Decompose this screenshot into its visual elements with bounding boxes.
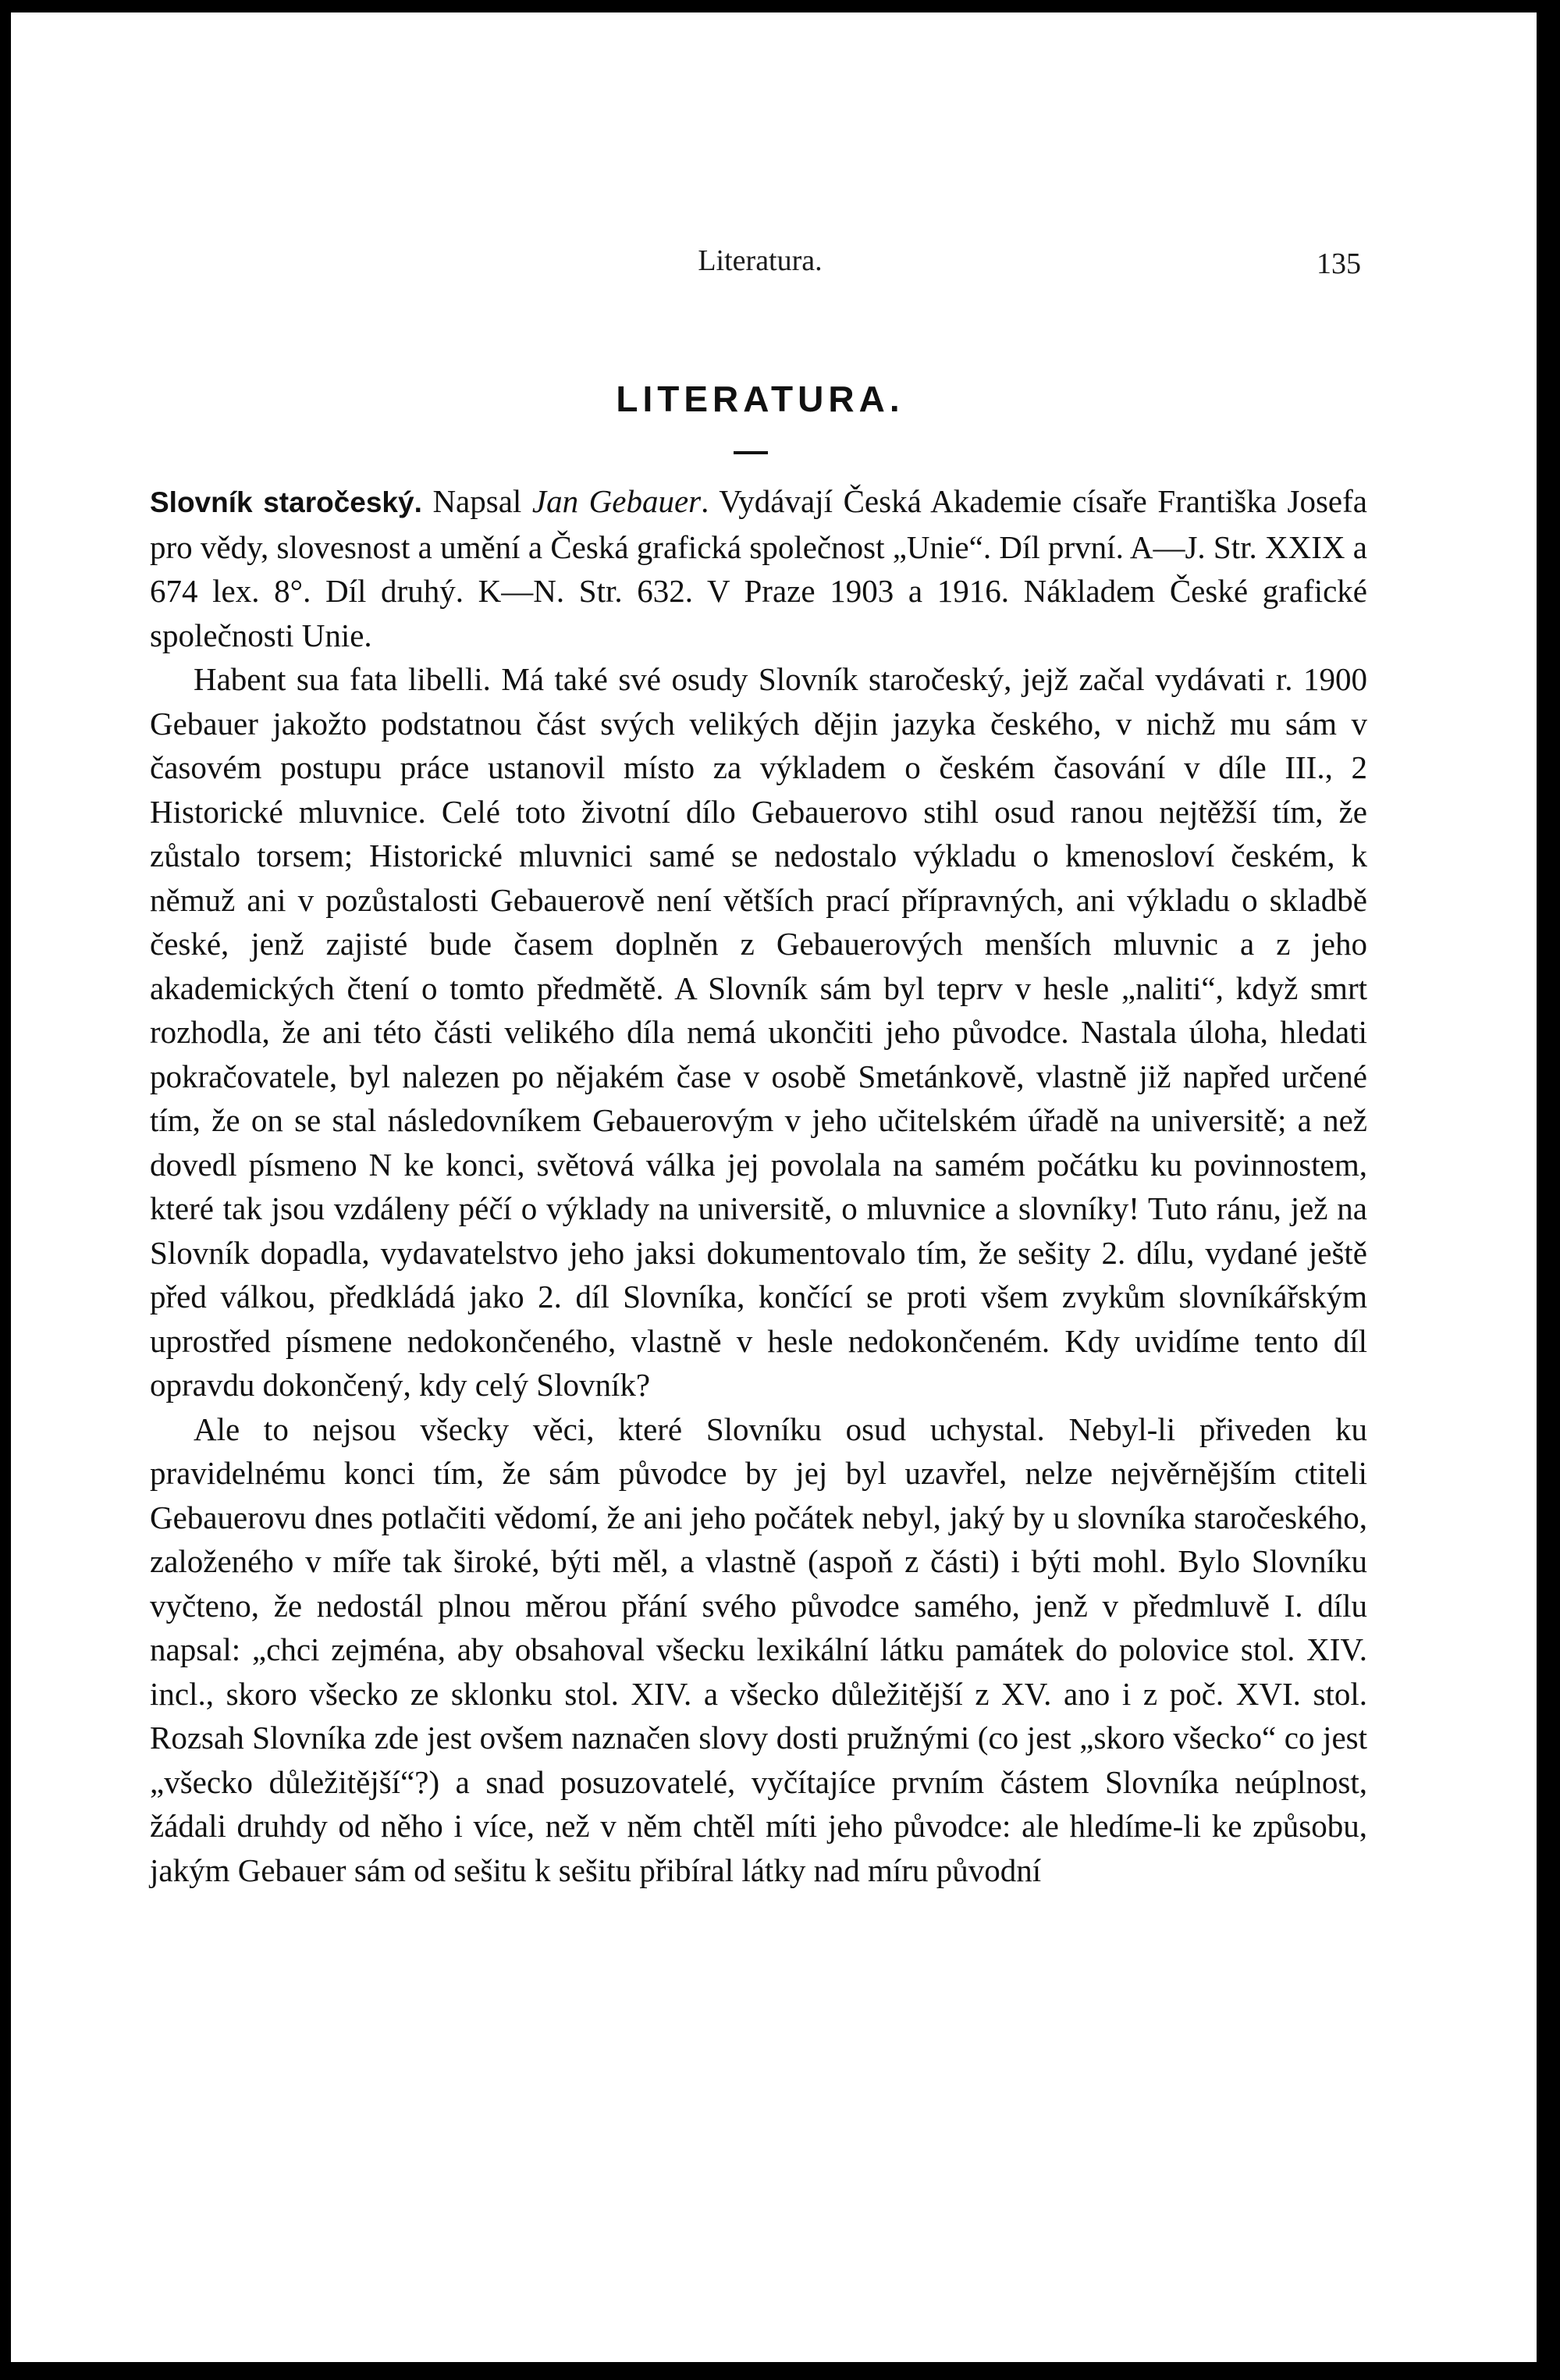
author-prefix: Napsal [421,483,532,519]
article-body [150,479,1367,1892]
paragraph: Habent sua fata libelli. Má také své osudy Slovník staročeský, jejž začal vydávati r. 1900 Gebauer jakožto podstatnou část svých velikých dějin jazyka českého, v nichž mu sám v časovém postupu práce ustanovil místo za výkladem o českém časování v díle III., 2 Historické mluvnice. Celé toto životní dílo Gebauerovo stihl osud ranou nejtěžší tím, že zůstalo torsem; Historické mluvnici samé se nedostalo výkladu o kmenosloví českém, k němuž ani v pozůstalosti Gebauerově není větších prací přípravných, ani výkladu o skladbě české, jenž zajisté bude časem doplněn z Gebauerových menších mluvnic a z jeho akademických čtení o tomto předmětě. A Slovník sám byl teprv v hesle „naliti“, když smrt rozhodla, že ani této části velikého díla nemá ukončiti jeho původce. Nastala úloha, hledati pokračovatele, byl nalezen po nějakém čase v osobě Smetánkově, vlastně již napřed určené tím, že on se stal následovníkem Gebauerovým v jeho učitelském úřadě na universitě; a než dovedl písmeno N ke konci, světová válka jej povolala na samém počátku ku povinnostem, které tak jsou vzdáleny péčí o výklady na universitě, o mluvnice a slovníky! Tuto ránu, jež na Slovník dopadla, vydavatelstvo jeho jaksi dokumentovalo tím, že sešity 2. dílu, vydané ještě před válkou, předkládá jako 2. díl Slovníka, končící se proti všem zvykům slovníkářským uprostřed písmene nedokončeného, vlastně v hesle nedokončeném. Kdy uvidíme tento díl opravdu dokončený, kdy celý Slovník? [150,661,1367,1403]
running-title: Literatura. [698,244,823,277]
author-name: Jan Gebauer [531,483,702,519]
section-title: LITERATURA. [616,379,904,419]
title-rule [734,451,768,454]
paragraph: Ale to nejsou všecky věci, které Slovníku osud uchystal. Nebyl-li přiveden ku pravidelnému konci tím, že sám původce by jej byl uzavřel, nelze nejvěrnějším ctiteli Gebauerovu dnes potlačiti vědomí, že ani jeho počátek nebyl, jaký by u slovníka staročeského, založeného v míře tak široké, býti měl, a vlastně (aspoň z části) i býti mohl. Bylo Slovníku vyčteno, že nedostál plnou měrou přání svého původce samého, jenž v předmluvě I. dílu napsal: „chci zejména, aby obsahoval všecku lexikální látku památek do polovice stol. XIV. incl., skoro všecko ze sklonku stol. XIV. a všecko důležitější z XV. ano i z poč. XVI. stol. Rozsah Slovníka zde jest ovšem naznačen slovy dosti pružnými (co jest „skoro všecko“ co jest „všecko důležitější“?) a snad posuzovatelé, vyčítajíce prvním částem Slovníka neúplnost, žádali druhdy od něho i více, než v něm chtěl míti jeho původce: ale hledíme-li ke způsobu, jakým Gebauer sám od sešitu k sešitu přibíral látky nad míru původní [150,1411,1367,1888]
publication-details: . Vydávají Česká Akademie císaře Františka Josefa pro vědy, slovesnost a umění a Česká grafická společnost „Unie“. Díl první. A—J. Str. XXIX a 674 lex. 8°. Díl druhý. K—N. Str. 632. V Praze 1903 a 1916. Nákladem České grafické společnosti Unie. [150,483,1367,653]
bibliographic-entry [150,479,1367,657]
book-page [11,12,1537,2362]
page-header [159,244,1361,290]
page-number: 135 [1317,247,1361,280]
book-title: Slovník staročeský. [150,486,422,518]
